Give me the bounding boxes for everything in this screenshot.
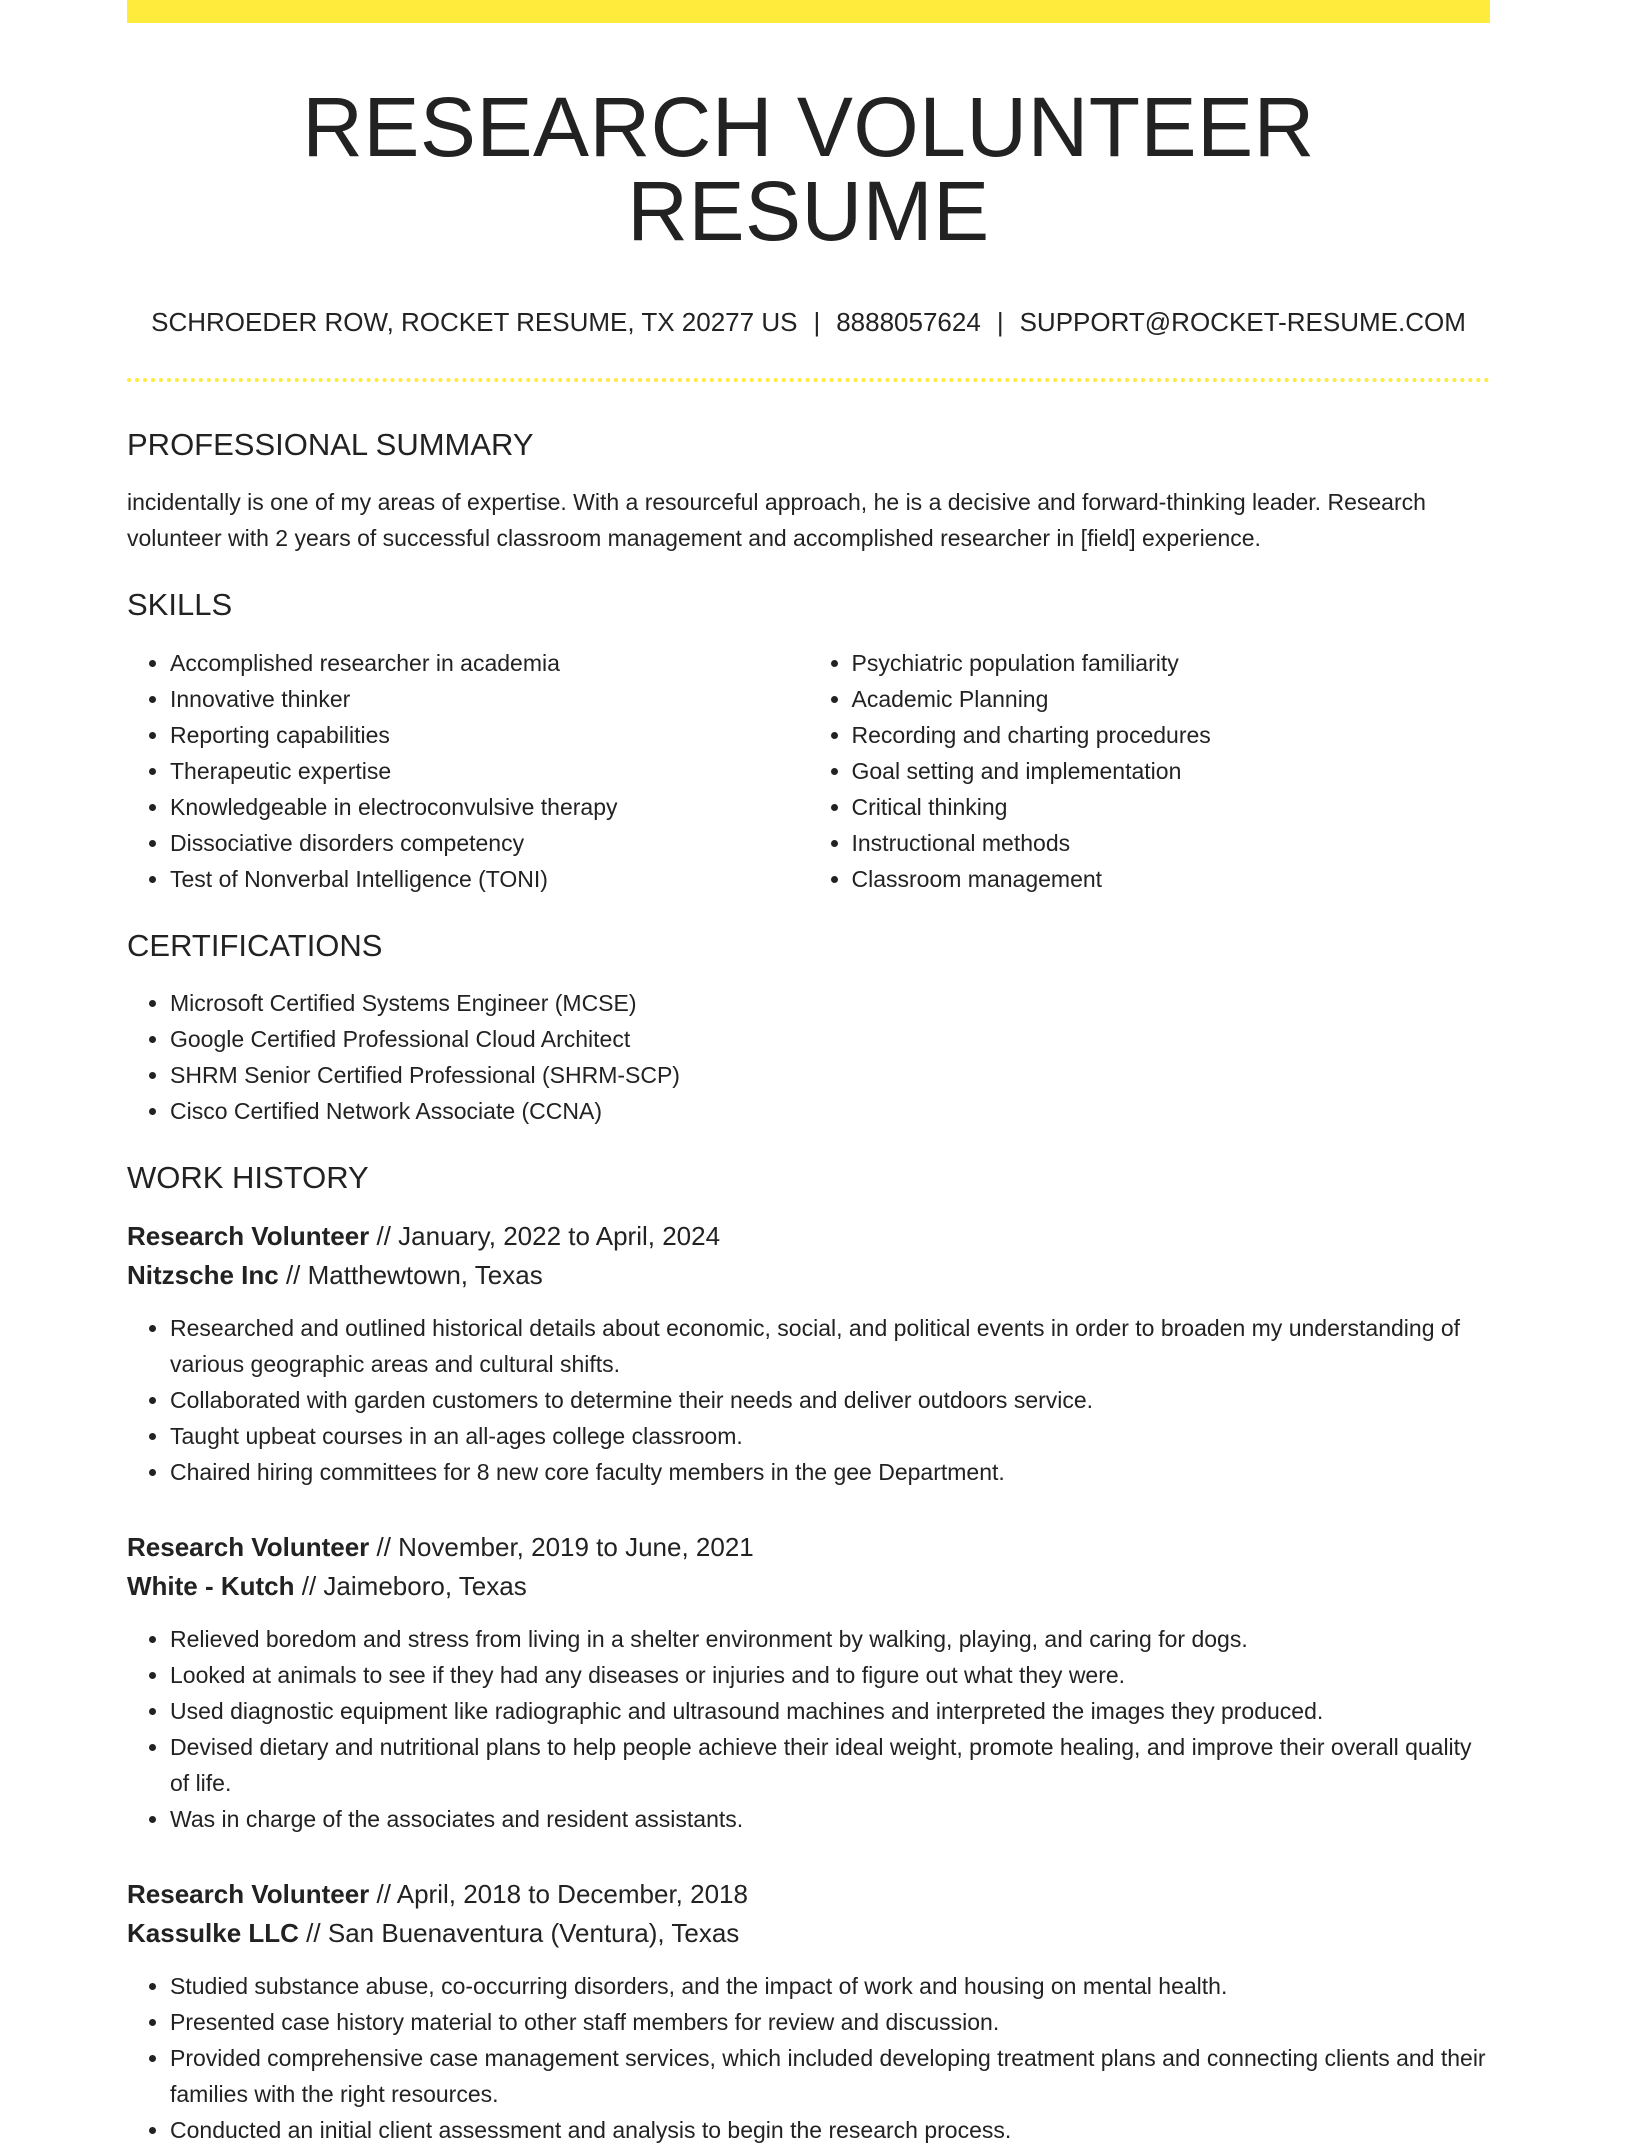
job-location: // Matthewtown, Texas: [278, 1259, 543, 1290]
job-bullet: • Devised dietary and nutritional plans to help people achieve their ideal weight, promote healing, and improve their overall quality of life.: [170, 1729, 1490, 1801]
skills-heading: SKILLS: [127, 587, 233, 623]
job-bullets: [127, 1310, 1490, 1490]
skill-item: • Academic Planning: [852, 681, 1491, 717]
skill-item: • Knowledgeable in electroconvulsive therapy: [170, 789, 809, 825]
job-role-line: [127, 1875, 1490, 1914]
job-role: Research Volunteer: [127, 1220, 370, 1251]
skill-item: • Therapeutic expertise: [170, 753, 809, 789]
certification-item: • Microsoft Certified Systems Engineer (MCSE): [170, 985, 1490, 1021]
job-role: Research Volunteer: [127, 1531, 370, 1562]
job-bullet: • Relieved boredom and stress from living in a shelter environment by walking, playing, and caring for dogs.: [170, 1621, 1490, 1657]
work-history-heading: WORK HISTORY: [127, 1159, 369, 1195]
skill-item: • Instructional methods: [852, 825, 1491, 861]
skill-item: • Classroom management: [852, 861, 1491, 897]
skill-item: • Accomplished researcher in academia: [170, 645, 809, 681]
resume-page: [127, 0, 1490, 2148]
job-company-line: [127, 1567, 1490, 1606]
contact-line: [127, 307, 1490, 338]
job-entry: [127, 1217, 1490, 1490]
job-bullet: • Provided comprehensive case management services, which included developing treatment plans and connecting clients and their families with the right resources.: [170, 2040, 1490, 2112]
job-entry: [127, 1528, 1490, 1837]
certifications-list: [127, 985, 1490, 1129]
skills-columns: [127, 645, 1490, 897]
job-entry: [127, 1875, 1490, 2148]
contact-separator: |: [996, 307, 1004, 337]
contact-email: SUPPORT@ROCKET-RESUME.COM: [1019, 307, 1466, 337]
job-company-line: [127, 1256, 1490, 1295]
job-bullet: • Used diagnostic equipment like radiographic and ultrasound machines and interpreted the images they produced.: [170, 1693, 1490, 1729]
job-bullet: • Chaired hiring committees for 8 new core faculty members in the gee Department.: [170, 1454, 1490, 1490]
job-role: Research Volunteer: [127, 1878, 370, 1909]
dotted-divider: [127, 378, 1490, 382]
skill-item: • Innovative thinker: [170, 681, 809, 717]
resume-title: RESEARCH VOLUNTEER RESUME: [302, 80, 1315, 258]
job-role-line: [127, 1217, 1490, 1256]
skill-item: • Critical thinking: [852, 789, 1491, 825]
job-dates: // April, 2018 to December, 2018: [369, 1878, 748, 1909]
job-bullet: • Was in charge of the associates and resident assistants.: [170, 1801, 1490, 1837]
skills-list-right: [809, 645, 1491, 897]
skill-item: • Recording and charting procedures: [852, 717, 1491, 753]
job-company: White - Kutch: [127, 1570, 295, 1601]
job-bullets: [127, 1621, 1490, 1837]
certification-item: • Google Certified Professional Cloud Architect: [170, 1021, 1490, 1057]
job-company: Nitzsche Inc: [127, 1259, 279, 1290]
job-role-line: [127, 1528, 1490, 1567]
top-accent-bar: [127, 0, 1490, 23]
skill-item: • Goal setting and implementation: [852, 753, 1491, 789]
job-company-line: [127, 1914, 1490, 1953]
contact-address: SCHROEDER ROW, ROCKET RESUME, TX 20277 US: [151, 307, 798, 337]
job-bullet: • Taught upbeat courses in an all-ages college classroom.: [170, 1418, 1490, 1454]
summary-heading: PROFESSIONAL SUMMARY: [127, 427, 534, 463]
job-dates: // January, 2022 to April, 2024: [369, 1220, 721, 1251]
job-bullet: • Conducted an initial client assessment and analysis to begin the research process.: [170, 2112, 1490, 2148]
skills-list-left: [127, 645, 809, 897]
skill-item: • Psychiatric population familiarity: [852, 645, 1491, 681]
summary-text: incidentally is one of my areas of expertise. With a resourceful approach, he is a decisive and forward-thinking leader. Research volunteer with 2 years of successful classroom management and accomplished researcher in [field] experience.: [127, 489, 1426, 552]
contact-separator: |: [813, 307, 821, 337]
job-location: // San Buenaventura (Ventura), Texas: [298, 1917, 740, 1948]
certifications-heading: CERTIFICATIONS: [127, 927, 383, 963]
job-bullet: • Studied substance abuse, co-occurring disorders, and the impact of work and housing on mental health.: [170, 1968, 1490, 2004]
job-company: Kassulke LLC: [127, 1917, 299, 1948]
skill-item: • Test of Nonverbal Intelligence (TONI): [170, 861, 809, 897]
job-bullets: [127, 1968, 1490, 2148]
skill-item: • Reporting capabilities: [170, 717, 809, 753]
skill-item: • Dissociative disorders competency: [170, 825, 809, 861]
certification-item: • SHRM Senior Certified Professional (SHRM-SCP): [170, 1057, 1490, 1093]
job-dates: // November, 2019 to June, 2021: [369, 1531, 754, 1562]
job-bullet: • Presented case history material to other staff members for review and discussion.: [170, 2004, 1490, 2040]
certification-item: • Cisco Certified Network Associate (CCNA): [170, 1093, 1490, 1129]
contact-phone: 8888057624: [836, 307, 981, 337]
job-bullet: • Looked at animals to see if they had any diseases or injuries and to figure out what they were.: [170, 1657, 1490, 1693]
job-location: // Jaimeboro, Texas: [294, 1570, 527, 1601]
job-bullet: • Researched and outlined historical details about economic, social, and political events in order to broaden my understanding of various geographic areas and cultural shifts.: [170, 1310, 1490, 1382]
job-bullet: • Collaborated with garden customers to determine their needs and deliver outdoors service.: [170, 1382, 1490, 1418]
